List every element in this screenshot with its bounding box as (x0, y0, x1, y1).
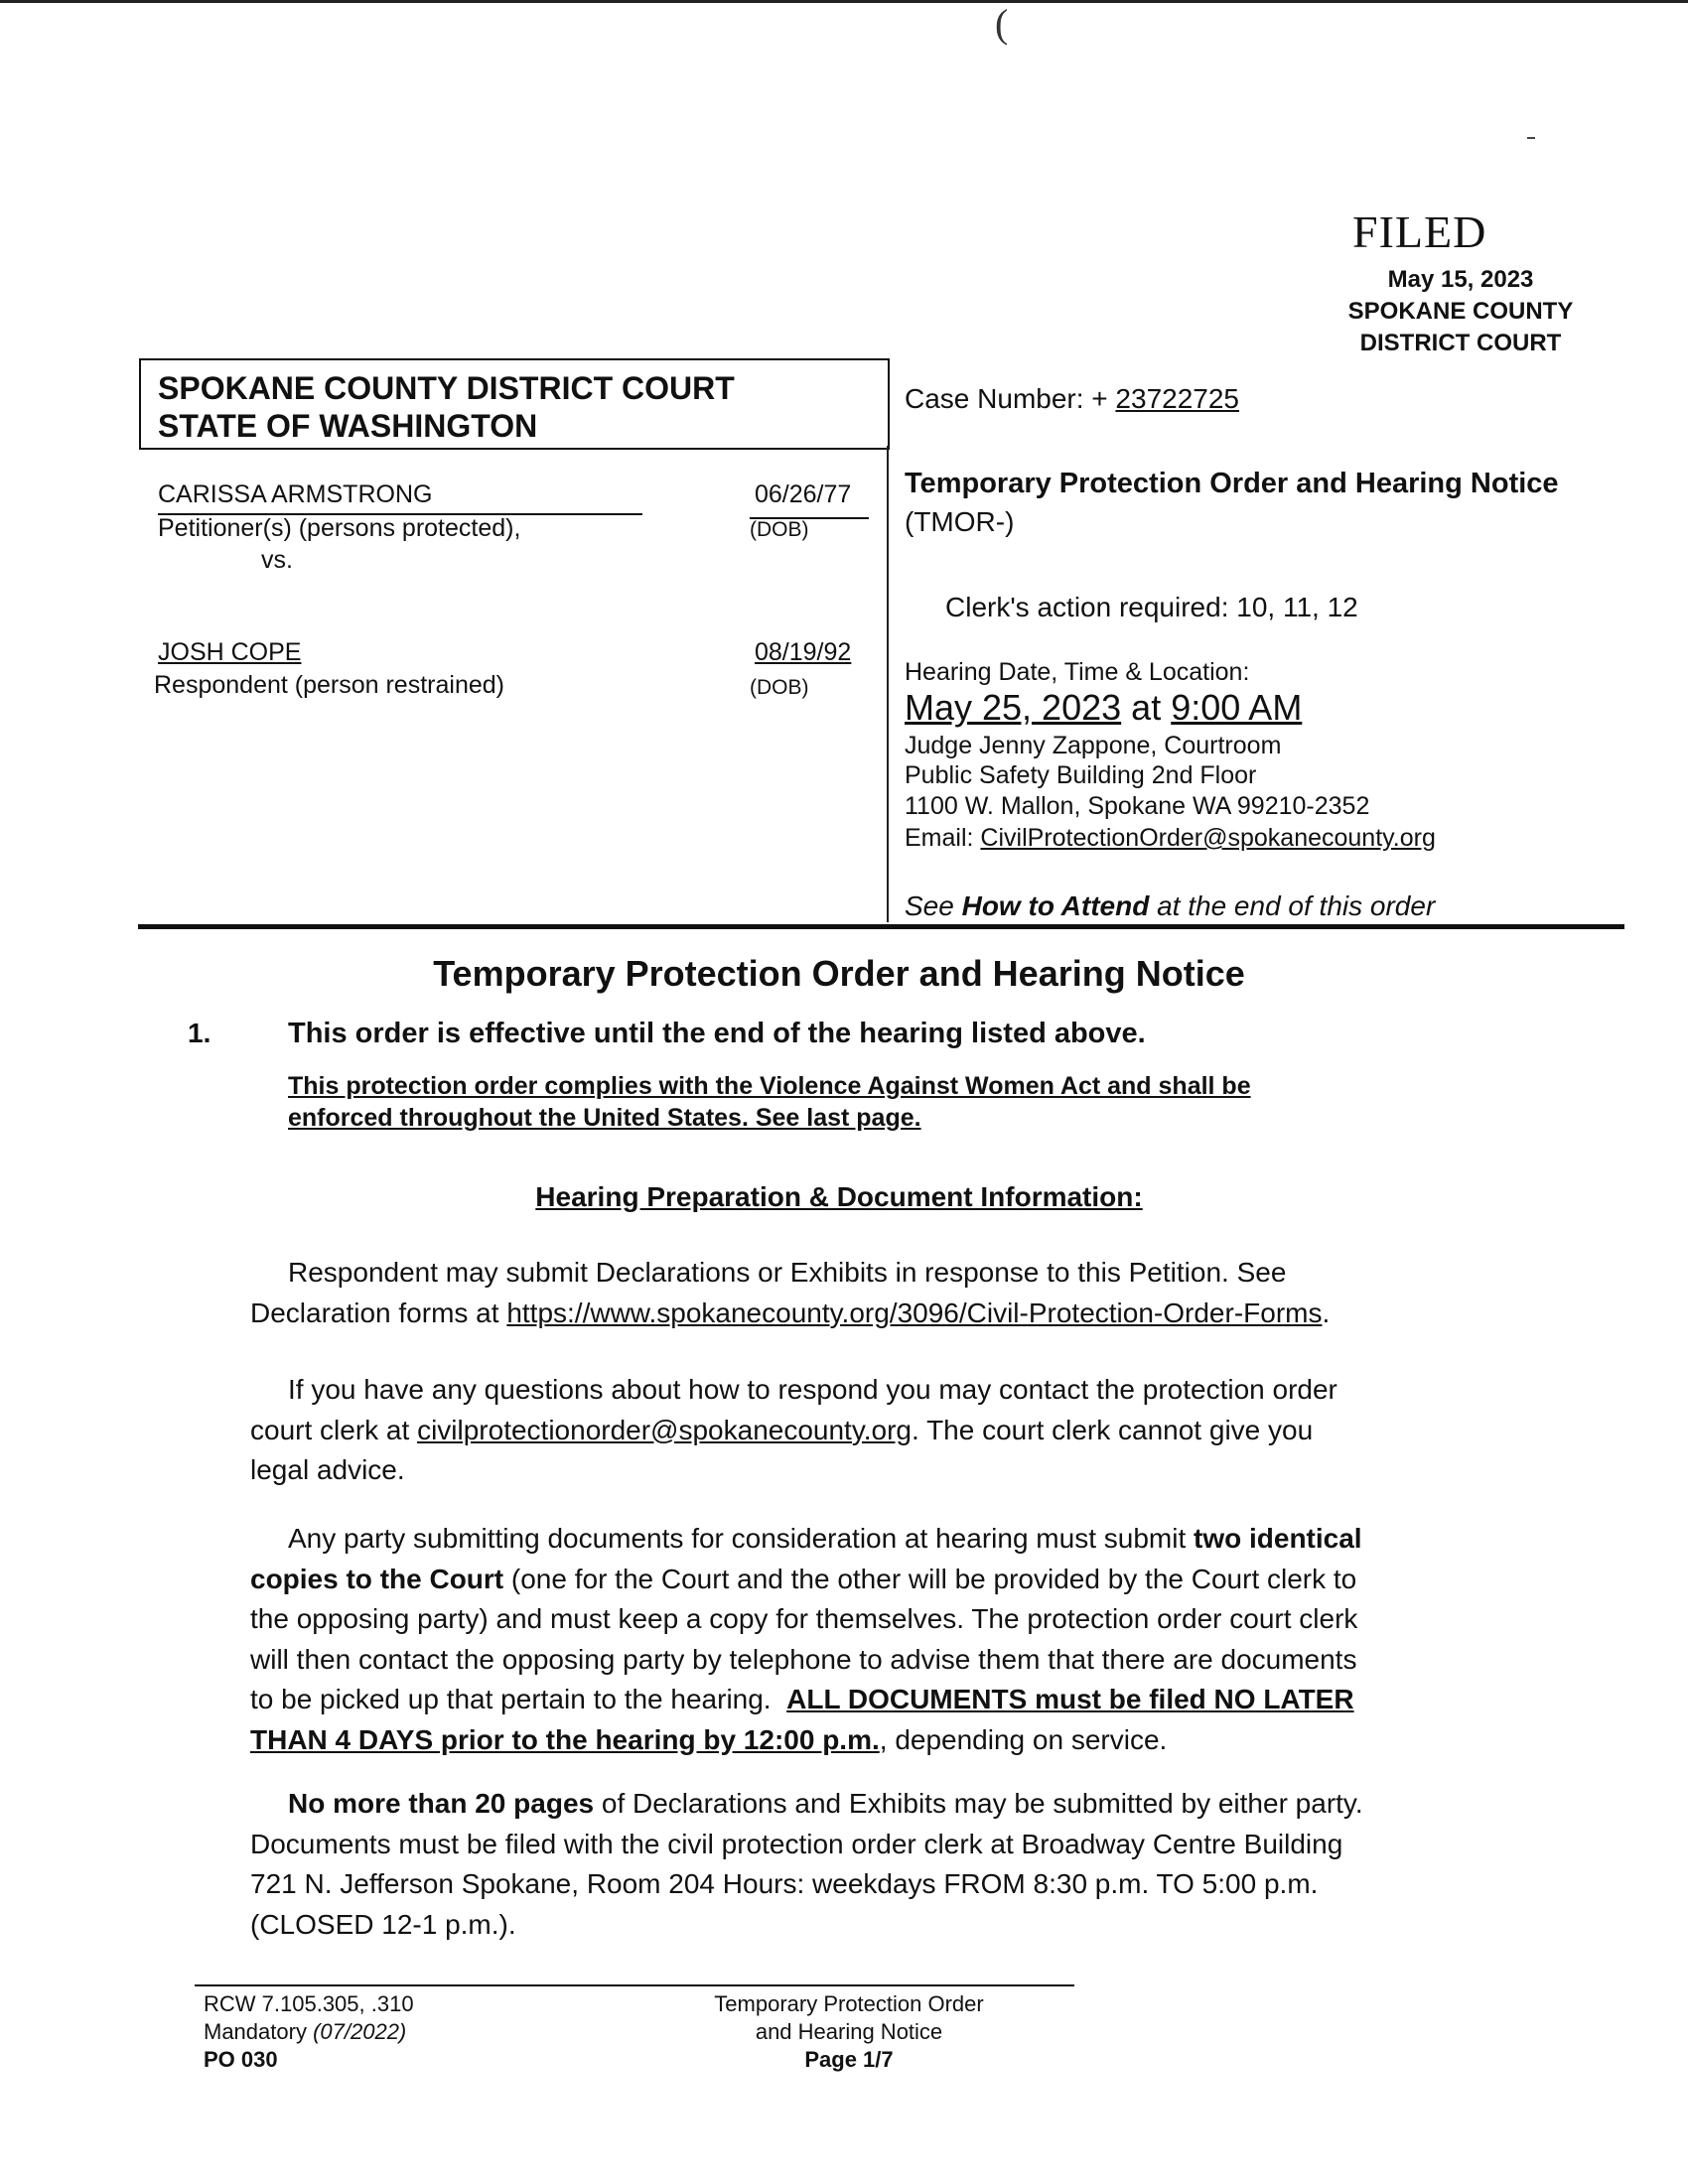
p3-deadline2: THAN 4 DAYS prior to the hearing by 12:00 p.m. (250, 1723, 880, 1755)
petitioner-dob-label: (DOB) (750, 518, 809, 541)
scan-dash (1527, 137, 1535, 139)
case-number (905, 383, 1239, 415)
footer-rule (195, 1984, 1074, 1986)
petitioner-name: CARISSA ARMSTRONG (158, 480, 433, 508)
hearing-email-row (905, 824, 1436, 853)
p4-bold: No more than 20 pages (288, 1788, 595, 1819)
p3-line4: will then contact the opposing party by telephone to advise them that there are documents (250, 1643, 1357, 1675)
filed-stamp-county: SPOKANE COUNTY (1347, 298, 1574, 325)
respondent-name: JOSH COPE (158, 638, 302, 666)
footer-mandatory-row (204, 2018, 414, 2046)
hearing-email-label: Email: (905, 824, 974, 852)
versus: vs. (261, 546, 293, 574)
how-to-attend-rest: at the end of this order (1157, 890, 1436, 921)
footer-page: Page 1/7 (804, 2047, 894, 2072)
clerk-action: Clerk's action required: 10, 11, 12 (945, 592, 1358, 622)
hearing-address: 1100 W. Mallon, Spokane WA 99210-2352 (905, 792, 1370, 820)
filed-stamp-title: FILED (1352, 206, 1487, 257)
footer-mandatory: Mandatory (204, 2019, 307, 2044)
p1-line2: Declaration forms at (250, 1297, 499, 1328)
p2-line2a: court clerk at (250, 1414, 410, 1445)
respondent-dob: 08/19/92 (755, 638, 852, 666)
scan-mark: ( (995, 1, 1009, 46)
court-name-line2: STATE OF WASHINGTON (158, 408, 538, 444)
p3-line2: (one for the Court and the other will be provided by the Court clerk to (510, 1563, 1357, 1594)
p2-line2b: . The court clerk cannot give you (912, 1414, 1314, 1445)
p3-line3: the opposing party) and must keep a copy for themselves. The protection order court clerk (250, 1603, 1358, 1634)
paragraph-submission (250, 1519, 1491, 1760)
how-to-attend: How to Attend (961, 890, 1150, 921)
hearing-at: at (1131, 687, 1162, 728)
hearing-date: May 25, 2023 (905, 687, 1122, 728)
p4-line1: of Declarations and Exhibits may be submitted by either party. (601, 1788, 1363, 1819)
forms-link[interactable]: https://www.spokanecounty.org/3096/Civil-Protection-Order-Forms (506, 1297, 1323, 1328)
vawa-notice (288, 1070, 1479, 1134)
paragraph-page-limit (250, 1784, 1491, 1945)
caption-divider (887, 446, 889, 922)
footer-title1: Temporary Protection Order (714, 1991, 984, 2016)
p1-line1: Respondent may submit Declarations or Exhibits in response to this Petition. See (288, 1257, 1287, 1288)
paragraph-declarations (250, 1253, 1491, 1333)
hearing-email-link[interactable]: CivilProtectionOrder@spokanecounty.org (980, 824, 1436, 852)
hearing-building: Public Safety Building 2nd Floor (905, 761, 1257, 789)
court-name (158, 369, 735, 445)
see-word: See (905, 890, 954, 921)
p2-line1: If you have any questions about how to respond you may contact the protection order (288, 1374, 1337, 1405)
how-to-attend-note (905, 890, 1435, 922)
p3-bold1: two identical (1194, 1523, 1362, 1554)
section-text: This order is effective until the end of the hearing listed above. (288, 1018, 1146, 1049)
p2-line3: legal advice. (250, 1454, 405, 1485)
court-name-line1: SPOKANE COUNTY DISTRICT COURT (158, 370, 735, 406)
hearing-label: Hearing Date, Time & Location: (905, 658, 1250, 686)
footer-left (204, 1990, 414, 2074)
footer-center (635, 1990, 1062, 2074)
p3-line5: to be picked up that pertain to the hearing. (250, 1684, 772, 1714)
hearing-time: 9:00 AM (1171, 687, 1303, 728)
p4-line3: 721 N. Jefferson Spokane, Room 204 Hours: weekdays FROM 8:30 p.m. TO 5:00 p.m. (250, 1868, 1319, 1899)
respondent-role: Respondent (person restrained) (154, 671, 504, 699)
p3-deadline1: ALL DOCUMENTS must be filed NO LATER (786, 1684, 1354, 1714)
filed-stamp-court: DISTRICT COURT (1359, 330, 1562, 356)
p4-line4: (CLOSED 12-1 p.m.). (250, 1908, 516, 1940)
clerk-email-link[interactable]: civilprotectionorder@spokanecounty.org (417, 1414, 913, 1445)
petitioner-dob: 06/26/77 (755, 480, 852, 508)
footer-title2: and Hearing Notice (755, 2019, 943, 2044)
p1-end: . (1322, 1297, 1331, 1328)
respondent-dob-label: (DOB) (750, 676, 809, 699)
order-code: (TMOR-) (905, 506, 1015, 537)
p3-line1: Any party submitting documents for consideration at hearing must submit (288, 1523, 1187, 1554)
hearing-datetime (905, 687, 1302, 729)
p3-bold2: copies to the Court (250, 1563, 504, 1594)
footer-form-number: PO 030 (204, 2047, 278, 2072)
caption-bottom-rule (138, 924, 1624, 929)
p4-line2: Documents must be filed with the civil protection order clerk at Broadway Centre Building (250, 1828, 1343, 1859)
vawa-line2: enforced throughout the United States. See last page. (288, 1104, 921, 1132)
hearing-judge: Judge Jenny Zappone, Courtroom (905, 732, 1282, 759)
prep-heading: Hearing Preparation & Document Information: (535, 1181, 1143, 1212)
body-title: Temporary Protection Order and Hearing Notice (433, 953, 1245, 994)
case-number-label: Case Number: + (905, 383, 1108, 414)
footer-mandatory-date: (07/2022) (313, 2019, 407, 2044)
footer-rcw: RCW 7.105.305, .310 (204, 1991, 414, 2016)
p3-line6: , depending on service. (879, 1723, 1168, 1755)
vawa-line1: This protection order complies with the Violence Against Women Act and shall be (288, 1072, 1251, 1100)
top-scan-border (0, 0, 1688, 3)
case-number-value: 23722725 (1115, 383, 1239, 414)
filed-stamp-date: May 15, 2023 (1387, 266, 1534, 293)
section-number: 1. (188, 1018, 211, 1048)
petitioner-role: Petitioner(s) (persons protected), (158, 514, 521, 542)
paragraph-questions (250, 1370, 1491, 1491)
order-title: Temporary Protection Order and Hearing Notice (905, 468, 1559, 499)
